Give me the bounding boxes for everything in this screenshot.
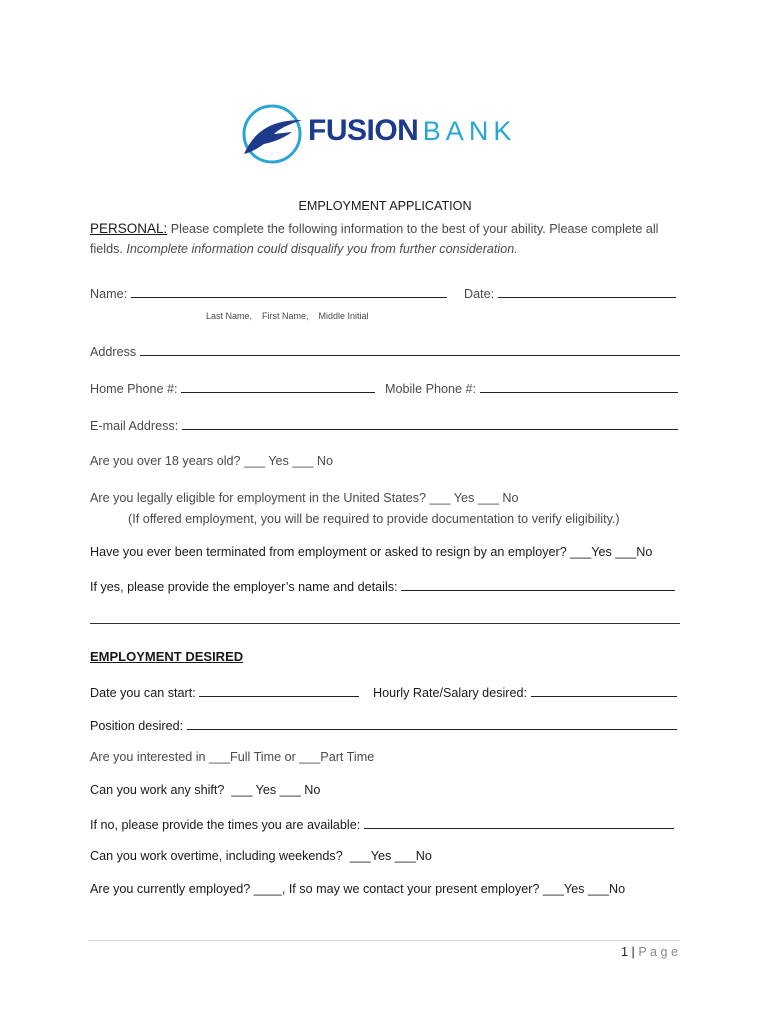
name-row (90, 285, 447, 301)
interested-question[interactable]: Are you interested in ___Full Time or ___Part Time (90, 750, 375, 764)
start-date-field[interactable] (199, 684, 359, 697)
overtime-question[interactable]: Can you work overtime, including weekends? ___Yes ___No (90, 849, 432, 863)
times-field[interactable] (364, 816, 674, 829)
personal-warning: Incomplete information could disqualify you from further consideration. (126, 242, 518, 256)
mobile-phone-field[interactable] (480, 380, 678, 393)
times-label: If no, please provide the times you are available: (90, 818, 361, 832)
name-label: Name: (90, 287, 128, 301)
logo-word-fusion: FUSION (308, 114, 419, 147)
date-row (464, 285, 676, 301)
address-label: Address (90, 345, 137, 359)
rate-field[interactable] (531, 684, 677, 697)
start-date-label: Date you can start: (90, 686, 196, 700)
terminated-question[interactable]: Have you ever been terminated from employment or asked to resign by an employer? ___Yes ___No (90, 545, 653, 559)
if-yes-label: If yes, please provide the employer’s name and details: (90, 580, 398, 594)
name-field[interactable] (131, 285, 447, 298)
eligibility-question[interactable]: Are you legally eligible for employment in the United States? ___ Yes ___ No (90, 491, 519, 505)
times-row (90, 816, 674, 832)
footer-divider (88, 940, 680, 941)
logo-mark-icon (240, 102, 304, 166)
rate-row (373, 684, 677, 700)
eligibility-note: (If offered employment, you will be required to provide documentation to verify eligibility.) (128, 512, 620, 526)
mobile-phone-row (385, 380, 678, 396)
email-row (90, 417, 678, 433)
position-field[interactable] (187, 717, 677, 730)
personal-intro-line2: fields. Incomplete information could disqualify you from further consideration. (90, 242, 518, 256)
start-date-row (90, 684, 359, 700)
form-title: EMPLOYMENT APPLICATION (298, 199, 472, 213)
personal-intro-line1: Please complete the following information to the best of your ability. Please complete all (167, 222, 659, 236)
email-field[interactable] (182, 417, 678, 430)
home-phone-field[interactable] (181, 380, 375, 393)
any-shift-question[interactable]: Can you work any shift? ___ Yes ___ No (90, 783, 321, 797)
date-field[interactable] (498, 285, 676, 298)
over-18-question[interactable]: Are you over 18 years old? ___ Yes ___ No (90, 454, 333, 468)
home-phone-label: Home Phone #: (90, 382, 178, 396)
mobile-phone-label: Mobile Phone #: (385, 382, 477, 396)
home-phone-row (90, 380, 375, 396)
email-label: E-mail Address: (90, 419, 179, 433)
personal-heading: PERSONAL: (90, 221, 168, 236)
section-divider (90, 623, 680, 624)
address-row (90, 343, 680, 359)
page-number: 1 (621, 945, 629, 959)
page-footer: 1 | P a g e (621, 945, 678, 959)
name-subtext: Last Name, First Name, Middle Initial (206, 311, 369, 321)
currently-employed-question[interactable]: Are you currently employed? ____, If so may we contact your present employer? ___Yes ___No (90, 882, 626, 896)
if-yes-row (90, 578, 675, 594)
address-field[interactable] (140, 343, 680, 356)
employment-desired-heading: EMPLOYMENT DESIRED (90, 649, 244, 664)
personal-intro (90, 221, 658, 236)
fusion-bank-logo (240, 100, 550, 170)
date-label: Date: (464, 287, 495, 301)
position-row (90, 717, 677, 733)
logo-word-bank: BANK (422, 116, 517, 146)
rate-label: Hourly Rate/Salary desired: (373, 686, 527, 700)
position-label: Position desired: (90, 719, 184, 733)
if-yes-field[interactable] (401, 578, 675, 591)
page-word: P a g e (638, 945, 678, 959)
